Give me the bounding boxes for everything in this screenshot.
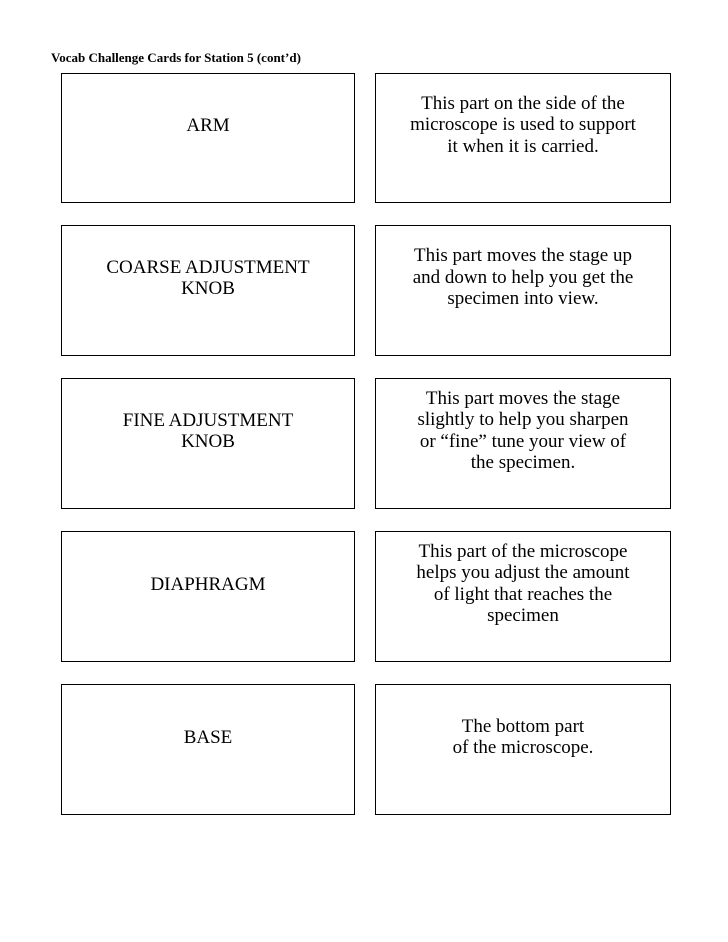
term-card-coarse-adjustment-knob [61, 225, 355, 356]
definition-card-diaphragm [375, 531, 671, 662]
definition-text: The bottom part of the microscope. [452, 715, 594, 758]
page-title: Vocab Challenge Cards for Station 5 (cont’d) [51, 50, 301, 65]
term-card-arm [61, 73, 355, 203]
term-text: COARSE ADJUSTMENT KNOB [106, 257, 310, 299]
definition-card-base [375, 684, 671, 815]
definition-text: This part of the microscope helps you adjust the amount of light that reaches the specimen [416, 540, 630, 626]
definition-text: This part moves the stage slightly to help you sharpen or “fine” tune your view of the specimen. [417, 387, 629, 473]
term-text: DIAPHRAGM [150, 573, 266, 595]
definition-card-arm [375, 73, 671, 203]
term-card-base [61, 684, 355, 815]
term-text: BASE [183, 726, 233, 748]
term-card-fine-adjustment-knob [61, 378, 355, 509]
term-text: FINE ADJUSTMENT KNOB [122, 410, 294, 452]
term-card-diaphragm [61, 531, 355, 662]
definition-text: This part on the side of the microscope is used to support it when it is carried. [410, 92, 636, 157]
definition-card-coarse-adjustment-knob [375, 225, 671, 356]
definition-text: This part moves the stage up and down to help you get the specimen into view. [412, 245, 634, 310]
term-text: ARM [186, 115, 230, 136]
definition-card-fine-adjustment-knob [375, 378, 671, 509]
